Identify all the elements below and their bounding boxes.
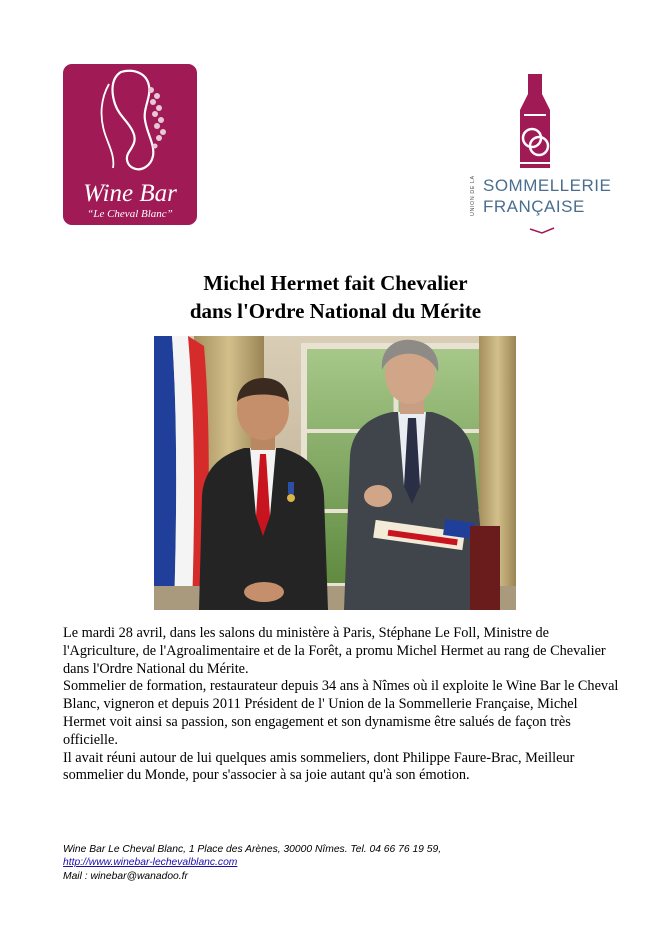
wine-bar-logo [63,64,197,225]
footer-address: Wine Bar Le Cheval Blanc, 1 Place des Arènes, 30000 Nîmes. Tel. 04 66 76 19 59, [63,844,442,855]
footer-website-link[interactable]: http://www.winebar-lechevalblanc.com [63,857,238,869]
page-title-line2: dans l'Ordre National du Mérite [189,299,482,323]
article-paragraph: Il avait réuni autour de lui quelques amis sommeliers, dont Philippe Faure-Brac, Meilleur sommelier du Monde, pour s'associer à sa joie autant qu'à son émotion. [63,749,575,784]
page-title-line1: Michel Hermet fait Chevalier [203,271,468,295]
ceremony-photo [154,336,516,610]
logo-sommellerie-text: SOMMELLERIE [483,176,612,195]
logo-union-de-la-text: UNION DE LA [470,175,476,216]
logo-wine-bar-text: Wine Bar [83,180,177,207]
article-paragraph: Le mardi 28 avril, dans les salons du ministère à Paris, Stéphane Le Foll, Ministre de l'Agriculture, de l'Agroalimentaire et de la Forêt, a promu Michel Hermet au rang de Chevalier dans l'Ordre National du Mérite. [63,625,606,677]
footer-mail: Mail : winebar@wanadoo.fr [63,870,188,882]
article-body [63,625,623,785]
logo-cheval-blanc-text: “Le Cheval Blanc” [87,208,173,220]
sommellerie-logo [470,70,612,236]
article-paragraph: Sommelier de formation, restaurateur depuis 34 ans à Nîmes où il exploite le Wine Bar le Cheval Blanc, vigneron et depuis 2011 Président de l' Union de la Sommellerie Française, Michel Hermet voit ainsi sa passion, son engagement et son dynamisme être salués de façon très officielle. [63,678,619,748]
logo-francaise-text: FRANÇAISE [483,197,585,216]
contact-footer [63,843,441,883]
